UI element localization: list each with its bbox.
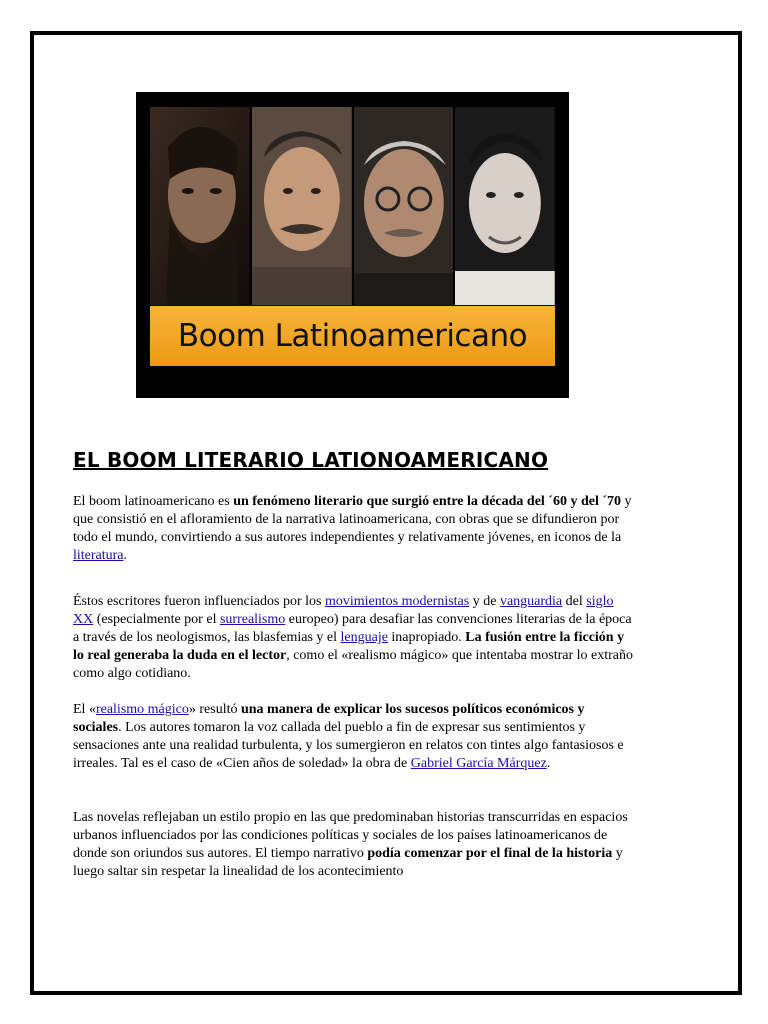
author-portraits	[150, 107, 555, 305]
bold-text: una manera de explicar los sucesos políticos económicos y sociales	[73, 702, 585, 735]
text-span: europeo) para desafiar las convenciones literarias de la época a través de los neologismos, las blasfemias y el	[73, 612, 632, 645]
text-span: El boom latinoamericano es	[73, 494, 234, 509]
link-gabriel-garcia-marquez[interactable]: Gabriel García Márquez	[410, 756, 547, 771]
paragraph-1	[73, 493, 633, 565]
link-siglo-xx[interactable]: siglo XX	[73, 594, 614, 627]
portrait-2	[252, 107, 352, 305]
link-realismo-magico[interactable]: realismo mágico	[95, 702, 189, 717]
link-movimientos-modernistas[interactable]: movimientos modernistas	[324, 594, 470, 609]
text-span: del	[562, 594, 587, 609]
link-vanguardia[interactable]: vanguardia	[499, 594, 563, 609]
link-surrealismo[interactable]: surrealismo	[219, 612, 286, 627]
text-span: .	[546, 756, 551, 771]
text-span: (especialmente por el	[93, 612, 220, 627]
document-title: EL BOOM LITERARIO LATIONOAMERICANO	[73, 448, 549, 472]
link-lenguaje[interactable]: lenguaje	[340, 630, 388, 645]
text-span: . Los autores tomaron la voz callada del pueblo a fin de expresar sus sentimientos y sensaciones ante una realidad turbulenta, y los sumergieron en relatos con tintes algo fantasiosos e irreales. Tal es el caso de «Cien años de soledad» la obra de	[73, 720, 624, 771]
paragraph-4	[73, 809, 633, 881]
text-span: y de	[469, 594, 500, 609]
text-span: El «	[73, 702, 96, 717]
portrait-4	[455, 107, 555, 305]
portrait-1	[150, 107, 250, 305]
paragraph-3	[73, 701, 633, 773]
text-span: Éstos escritores fueron influenciados por los	[73, 594, 325, 609]
link-literatura[interactable]: literatura	[73, 548, 124, 563]
bold-text: podía comenzar por el final de la historia	[367, 846, 613, 861]
bold-text: un fenómeno literario que surgió entre la década del ´60 y del ´70	[233, 494, 622, 509]
text-span: Las novelas reflejaban un estilo propio en las que predominaban historias transcurridas en espacios urbanos influenciados por las condiciones políticas y sociales de los países latinoamericanos de donde son oriundos sus autores. El tiempo narrativo	[73, 810, 628, 861]
banner-caption-strip	[150, 306, 555, 366]
paragraph-2	[73, 593, 633, 683]
text-span: .	[123, 548, 128, 563]
bold-text: La fusión entre la ficción y lo real generaba la duda en el lector	[73, 630, 625, 663]
text-span: » resultó	[188, 702, 241, 717]
text-span: , como el «realismo mágico» que intentaba mostrar lo extraño como algo cotidiano.	[73, 648, 633, 681]
text-span: y luego saltar sin respetar la linealidad de los acontecimiento	[73, 846, 623, 879]
boom-banner-image	[136, 92, 569, 398]
banner-caption: Boom Latinoamericano	[177, 318, 528, 354]
portrait-3	[354, 107, 454, 305]
text-span: y que consistió en el afloramiento de la narrativa latinoamericana, con obras que se difundieron por todo el mundo, convirtiendo a sus autores independientes y relativamente jóvenes, en iconos de la	[73, 494, 632, 545]
text-span: inapropiado.	[387, 630, 466, 645]
